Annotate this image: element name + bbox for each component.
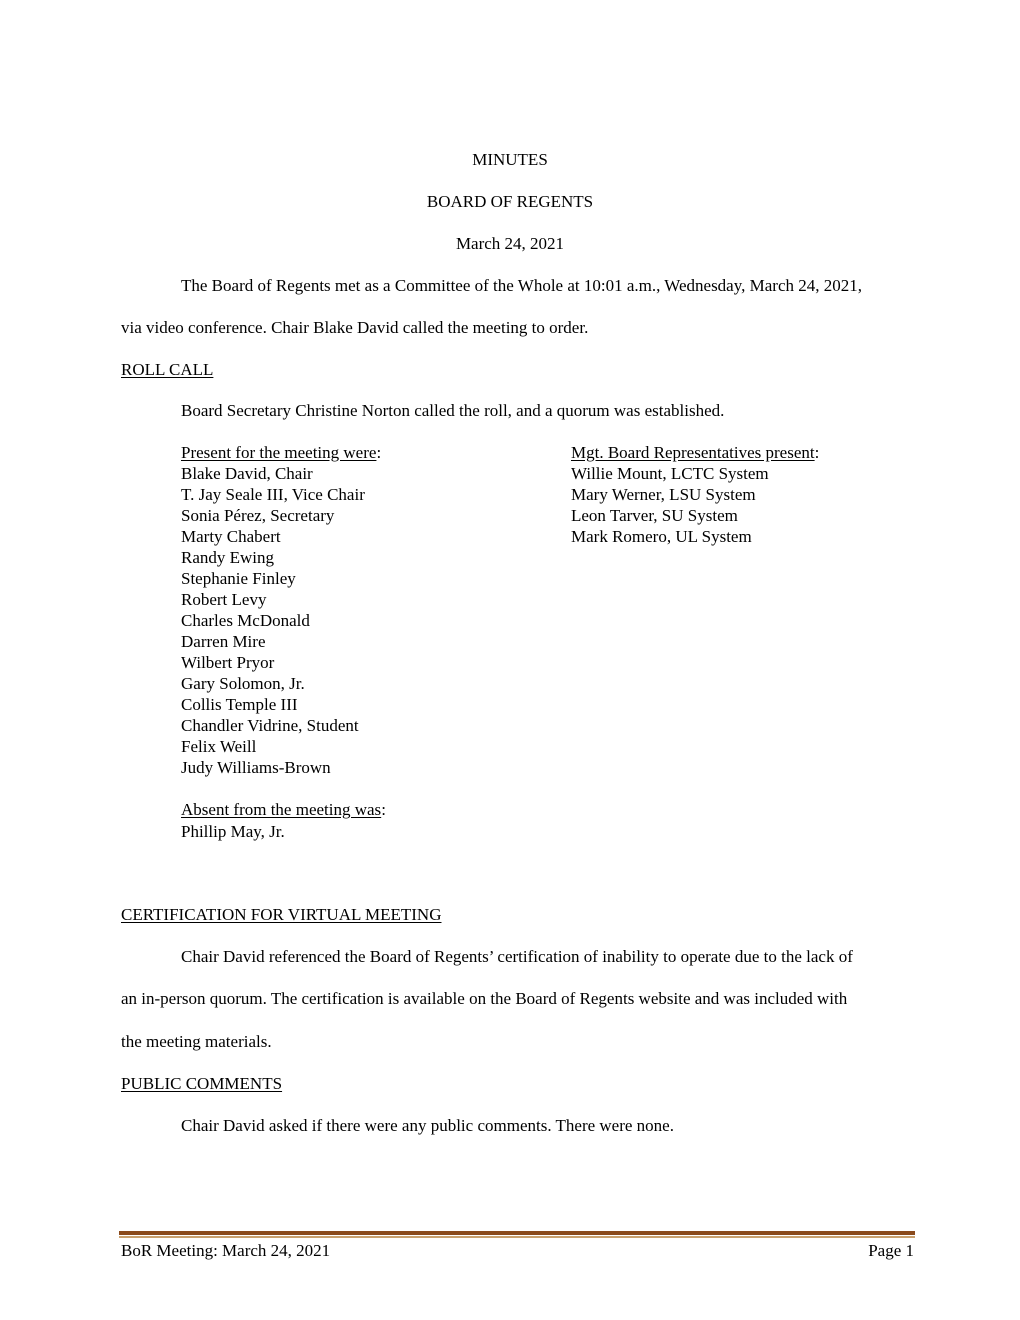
- present-member: T. Jay Seale III, Vice Chair: [181, 485, 365, 504]
- present-member: Stephanie Finley: [181, 569, 296, 588]
- present-member: Wilbert Pryor: [181, 653, 275, 672]
- present-member: Darren Mire: [181, 632, 266, 651]
- absent-heading: [181, 800, 386, 820]
- roll-call-text: Board Secretary Christine Norton called the roll, and a quorum was established.: [181, 401, 725, 420]
- present-list: [181, 463, 365, 778]
- certification-line-1: Chair David referenced the Board of Regents’ certification of inability to operate due to the lack of: [181, 947, 853, 966]
- present-member: Collis Temple III: [181, 695, 298, 714]
- present-member: Blake David, Chair: [181, 464, 313, 483]
- mgt-list: [571, 463, 769, 547]
- absent-list: [181, 821, 285, 842]
- meeting-date: March 24, 2021: [455, 234, 565, 253]
- mgt-heading: [571, 443, 819, 463]
- present-heading: [181, 443, 381, 463]
- present-member: Robert Levy: [181, 590, 267, 609]
- mgt-representative: Willie Mount, LCTC System: [571, 464, 769, 483]
- present-member: Charles McDonald: [181, 611, 310, 630]
- present-member: Chandler Vidrine, Student: [181, 716, 359, 735]
- mgt-heading-colon: :: [814, 443, 820, 462]
- present-member: Felix Weill: [181, 737, 257, 756]
- mgt-representative: Leon Tarver, SU System: [571, 506, 738, 525]
- present-heading-label: Present for the meeting were: [181, 443, 377, 462]
- present-heading-colon: :: [376, 443, 382, 462]
- roll-call-heading: ROLL CALL: [121, 360, 214, 379]
- public-comments-text: Chair David asked if there were any public comments. There were none.: [181, 1116, 674, 1135]
- present-member: Gary Solomon, Jr.: [181, 674, 305, 693]
- absent-heading-label: Absent from the meeting was: [181, 800, 382, 819]
- present-member: Sonia Pérez, Secretary: [181, 506, 335, 525]
- present-member: Randy Ewing: [181, 548, 275, 567]
- mgt-representative: Mark Romero, UL System: [571, 527, 752, 546]
- footer-rule: [119, 1231, 915, 1235]
- mgt-representative: Mary Werner, LSU System: [571, 485, 756, 504]
- mgt-heading-label: Mgt. Board Representatives present: [571, 443, 815, 462]
- certification-line-2: an in-person quorum. The certification is available on the Board of Regents website and was included with: [121, 989, 848, 1008]
- absent-member: Phillip May, Jr.: [181, 822, 285, 841]
- page-number: Page 1: [868, 1241, 914, 1260]
- certification-line-3: the meeting materials.: [121, 1032, 272, 1051]
- present-member: Marty Chabert: [181, 527, 281, 546]
- organization-name: BOARD OF REGENTS: [426, 192, 594, 211]
- certification-heading: CERTIFICATION FOR VIRTUAL MEETING: [121, 905, 442, 924]
- present-member: Judy Williams-Brown: [181, 758, 331, 777]
- intro-line-2: via video conference. Chair Blake David called the meeting to order.: [121, 318, 589, 337]
- public-comments-heading: PUBLIC COMMENTS: [121, 1074, 283, 1093]
- footer-rule-thin: [119, 1236, 915, 1238]
- footer-meeting-label: BoR Meeting: March 24, 2021: [121, 1241, 331, 1260]
- document-title: MINUTES: [472, 150, 548, 169]
- intro-line-1: The Board of Regents met as a Committee of the Whole at 10:01 a.m., Wednesday, March 24, 2021,: [181, 276, 862, 295]
- absent-heading-colon: :: [381, 800, 386, 819]
